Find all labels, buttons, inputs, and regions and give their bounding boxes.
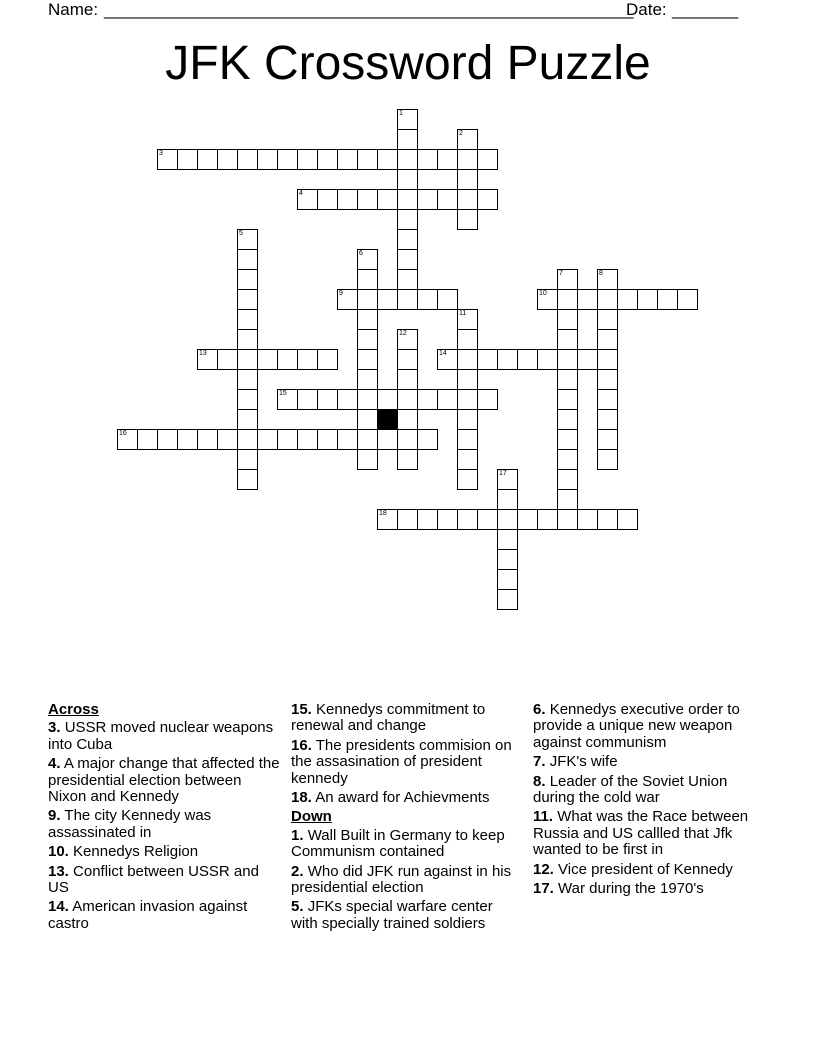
clue-number-label: 18 [379, 510, 387, 517]
grid-cell[interactable] [297, 149, 318, 170]
grid-cell[interactable] [357, 289, 378, 310]
clue-text: JFKs special warfare center with specially trained soldiers [291, 898, 493, 932]
grid-cell[interactable] [617, 289, 638, 310]
grid-cell[interactable] [397, 169, 418, 190]
down-clue [533, 774, 765, 807]
grid-cell[interactable] [457, 509, 478, 530]
grid-cell[interactable] [457, 469, 478, 490]
grid-cell[interactable] [457, 449, 478, 470]
grid-cell[interactable] [517, 509, 538, 530]
grid-cell[interactable] [237, 249, 258, 270]
clue-number-label: 13 [199, 350, 207, 357]
grid-cell[interactable] [477, 509, 498, 530]
grid-cell[interactable] [337, 429, 358, 450]
clue-number: 13. [48, 862, 69, 880]
grid-cell[interactable] [237, 309, 258, 330]
grid-cell[interactable] [357, 369, 378, 390]
grid-cell[interactable] [337, 189, 358, 210]
grid-cell[interactable] [497, 469, 518, 490]
grid-cell[interactable] [277, 349, 298, 370]
grid-cell[interactable] [357, 249, 378, 270]
grid-cell[interactable] [417, 429, 438, 450]
grid-cell[interactable] [577, 509, 598, 530]
clue-number: 14. [48, 898, 69, 916]
clue-text: The presidents commision on the assasination of president kennedy [291, 736, 512, 787]
clue-number-label: 10 [539, 290, 547, 297]
grid-cell[interactable] [337, 289, 358, 310]
name-line[interactable]: ________________________________________________________ [104, 0, 634, 19]
clue-column-2 [291, 702, 523, 935]
grid-cell[interactable] [317, 149, 338, 170]
clue-text: Kennedys commitment to renewal and change [291, 701, 486, 735]
grid-cell[interactable] [457, 429, 478, 450]
grid-cell[interactable] [257, 149, 278, 170]
grid-cell[interactable] [357, 269, 378, 290]
grid-cell[interactable] [377, 509, 398, 530]
grid-cell[interactable] [377, 289, 398, 310]
grid-cell[interactable] [537, 349, 558, 370]
across-clue [291, 790, 523, 806]
clue-text: Kennedys executive order to provide a unique new weapon against communism [533, 701, 740, 751]
clue-number-label: 9 [339, 290, 343, 297]
clue-number: 2. [291, 862, 304, 880]
clue-text: The city Kennedy was assassinated in [48, 807, 212, 841]
grid-cell[interactable] [377, 429, 398, 450]
clue-text: What was the Race between Russia and US callled that Jfk wanted to be first in [533, 808, 749, 859]
clue-number-label: 17 [499, 470, 507, 477]
grid-cell[interactable] [497, 529, 518, 550]
grid-cell[interactable] [237, 149, 258, 170]
grid-cell[interactable] [317, 429, 338, 450]
clue-number-label: 14 [439, 350, 447, 357]
clue-number-label: 7 [559, 270, 563, 277]
grid-cell[interactable] [557, 309, 578, 330]
down-clue [533, 702, 765, 751]
grid-cell[interactable] [597, 369, 618, 390]
grid-cell[interactable] [397, 289, 418, 310]
grid-cell[interactable] [597, 429, 618, 450]
clue-column-1 [48, 702, 280, 935]
grid-cell[interactable] [357, 449, 378, 470]
grid-cell[interactable] [337, 149, 358, 170]
clue-text: JFK's wife [549, 753, 618, 771]
across-clue [291, 738, 523, 787]
clue-number: 6. [533, 701, 546, 718]
grid-cell[interactable] [497, 589, 518, 610]
grid-cell[interactable] [357, 189, 378, 210]
grid-cell[interactable] [657, 289, 678, 310]
grid-cell[interactable] [557, 409, 578, 430]
grid-cell[interactable] [237, 429, 258, 450]
grid-cell[interactable] [437, 509, 458, 530]
grid-cell[interactable] [457, 129, 478, 150]
clue-number: 7. [533, 753, 546, 771]
grid-cell[interactable] [297, 389, 318, 410]
date-label: Date: [626, 0, 667, 19]
grid-cell[interactable] [537, 509, 558, 530]
clue-number-label: 8 [599, 270, 603, 277]
grid-cell[interactable] [277, 149, 298, 170]
clue-number: 8. [533, 772, 546, 790]
grid-cell[interactable] [257, 349, 278, 370]
clue-number-label: 16 [119, 430, 127, 437]
clue-number: 15. [291, 701, 312, 718]
across-clue [48, 808, 280, 841]
grid-cell[interactable] [437, 389, 458, 410]
grid-cell[interactable] [597, 349, 618, 370]
grid-cell[interactable] [237, 349, 258, 370]
grid-cell[interactable] [457, 349, 478, 370]
clue-text: Wall Built in Germany to keep Communism contained [291, 826, 505, 861]
grid-cell[interactable] [197, 149, 218, 170]
down-clue [291, 899, 523, 932]
grid-cell[interactable] [437, 189, 458, 210]
clue-number-label: 5 [239, 230, 243, 237]
clue-number: 4. [48, 755, 61, 773]
clue-text: American invasion against castro [48, 898, 248, 932]
clue-number: 1. [291, 826, 304, 844]
grid-cell[interactable] [157, 149, 178, 170]
grid-cell[interactable] [357, 389, 378, 410]
grid-cell[interactable] [397, 249, 418, 270]
grid-cell[interactable] [397, 409, 418, 430]
clue-number: 9. [48, 807, 61, 825]
grid-cell[interactable] [437, 289, 458, 310]
grid-cell[interactable] [457, 309, 478, 330]
clue-number: 18. [291, 789, 312, 807]
clue-number-label: 12 [399, 330, 407, 337]
grid-cell[interactable] [377, 149, 398, 170]
clue-number: 3. [48, 719, 61, 737]
grid-cell[interactable] [397, 429, 418, 450]
clue-number-label: 6 [359, 250, 363, 257]
clue-text: Vice president of Kennedy [558, 860, 733, 878]
grid-cell[interactable] [157, 429, 178, 450]
clue-number-label: 4 [299, 190, 303, 197]
grid-cell[interactable] [597, 329, 618, 350]
clue-number: 12. [533, 860, 554, 878]
grid-cell[interactable] [237, 389, 258, 410]
grid-cell[interactable] [357, 329, 378, 350]
grid-cell[interactable] [557, 369, 578, 390]
grid-cell[interactable] [317, 349, 338, 370]
grid-cell[interactable] [317, 189, 338, 210]
grid-cell[interactable] [437, 149, 458, 170]
grid-cell[interactable] [277, 429, 298, 450]
grid-cell[interactable] [357, 309, 378, 330]
grid-cell[interactable] [457, 369, 478, 390]
grid-cell[interactable] [597, 289, 618, 310]
grid-cell[interactable] [457, 169, 478, 190]
grid-cell[interactable] [457, 389, 478, 410]
clue-text: Who did JFK run against in his presidential election [291, 862, 512, 897]
clue-text: Conflict between USSR and US [48, 862, 259, 897]
across-clue [48, 844, 280, 860]
grid-cell[interactable] [497, 549, 518, 570]
grid-cell[interactable] [457, 209, 478, 230]
clue-number-label: 11 [459, 310, 467, 317]
grid-cell[interactable] [397, 369, 418, 390]
grid-cell[interactable] [357, 429, 378, 450]
clue-text: An award for Achievments [315, 789, 490, 807]
grid-cell[interactable] [337, 389, 358, 410]
clue-number-label: 3 [159, 150, 163, 157]
grid-cell[interactable] [537, 289, 558, 310]
grid-cell[interactable] [297, 189, 318, 210]
across-clue [48, 864, 280, 897]
down-clue [533, 754, 765, 770]
grid-cell[interactable] [617, 509, 638, 530]
grid-cell[interactable] [397, 189, 418, 210]
grid-cell[interactable] [557, 509, 578, 530]
grid-cell[interactable] [597, 509, 618, 530]
grid-cell[interactable] [437, 349, 458, 370]
grid-cell[interactable] [397, 269, 418, 290]
clue-text: A major change that affected the presidential election between Nixon and Kennedy [48, 755, 280, 806]
grid-cell[interactable] [297, 429, 318, 450]
grid-cell[interactable] [397, 389, 418, 410]
clue-text: War during the 1970's [558, 880, 704, 898]
grid-cell[interactable] [397, 449, 418, 470]
clue-text: Kennedys Religion [73, 843, 199, 861]
grid-cell[interactable] [417, 289, 438, 310]
grid-cell[interactable] [397, 149, 418, 170]
grid-cell[interactable] [477, 149, 498, 170]
grid-cell[interactable] [397, 349, 418, 370]
grid-cell[interactable] [677, 289, 698, 310]
grid-cell[interactable] [557, 489, 578, 510]
grid-cell[interactable] [277, 389, 298, 410]
clue-number-label: 1 [399, 110, 403, 117]
grid-cell[interactable] [557, 289, 578, 310]
grid-cell[interactable] [357, 349, 378, 370]
across-clue [48, 899, 280, 932]
grid-cell[interactable] [417, 149, 438, 170]
grid-cell[interactable] [357, 409, 378, 430]
down-clue [533, 862, 765, 878]
grid-cell[interactable] [237, 329, 258, 350]
grid-cell[interactable] [117, 429, 138, 450]
name-label: Name: [48, 0, 99, 19]
across-heading: Across [48, 701, 99, 718]
grid-cell[interactable] [577, 289, 598, 310]
grid-cell[interactable] [457, 189, 478, 210]
grid-cell[interactable] [237, 369, 258, 390]
grid-cell[interactable] [477, 389, 498, 410]
grid-cell[interactable] [377, 189, 398, 210]
grid-cell[interactable] [217, 149, 238, 170]
grid-cell[interactable] [457, 409, 478, 430]
date-line[interactable]: _______ [672, 0, 739, 19]
grid-cell[interactable] [597, 389, 618, 410]
down-clue [533, 881, 765, 897]
grid-cell[interactable] [257, 429, 278, 450]
grid-block-cell [377, 409, 398, 430]
grid-cell[interactable] [137, 429, 158, 450]
across-clue [48, 756, 280, 805]
grid-cell[interactable] [177, 429, 198, 450]
grid-cell[interactable] [597, 269, 618, 290]
grid-cell[interactable] [557, 349, 578, 370]
grid-cell[interactable] [397, 329, 418, 350]
clue-number: 5. [291, 898, 304, 916]
grid-cell[interactable] [397, 229, 418, 250]
grid-cell[interactable] [177, 149, 198, 170]
grid-cell[interactable] [497, 569, 518, 590]
grid-cell[interactable] [497, 509, 518, 530]
grid-cell[interactable] [417, 389, 438, 410]
grid-cell[interactable] [597, 309, 618, 330]
grid-cell[interactable] [517, 349, 538, 370]
down-clue [533, 809, 765, 858]
grid-cell[interactable] [357, 149, 378, 170]
grid-cell[interactable] [557, 429, 578, 450]
grid-cell[interactable] [197, 429, 218, 450]
down-clue [291, 828, 523, 861]
grid-cell[interactable] [557, 449, 578, 470]
clue-number: 16. [291, 736, 312, 754]
across-clue [48, 720, 280, 753]
clue-number-label: 2 [459, 130, 463, 137]
clue-number-label: 15 [279, 390, 287, 397]
grid-cell[interactable] [397, 129, 418, 150]
grid-cell[interactable] [237, 269, 258, 290]
grid-cell[interactable] [457, 329, 478, 350]
grid-cell[interactable] [637, 289, 658, 310]
grid-cell[interactable] [497, 489, 518, 510]
puzzle-title: JFK Crossword Puzzle [165, 37, 651, 90]
grid-cell[interactable] [477, 189, 498, 210]
grid-cell[interactable] [557, 469, 578, 490]
grid-cell[interactable] [217, 429, 238, 450]
grid-cell[interactable] [397, 509, 418, 530]
grid-cell[interactable] [317, 389, 338, 410]
clue-column-3 [533, 702, 765, 900]
grid-cell[interactable] [577, 349, 598, 370]
clue-text: Leader of the Soviet Union during the cold war [533, 772, 728, 807]
grid-cell[interactable] [237, 409, 258, 430]
down-clue [291, 864, 523, 897]
grid-cell[interactable] [497, 349, 518, 370]
grid-cell[interactable] [557, 329, 578, 350]
grid-cell[interactable] [237, 469, 258, 490]
clue-text: USSR moved nuclear weapons into Cuba [48, 719, 274, 753]
grid-cell[interactable] [597, 449, 618, 470]
grid-cell[interactable] [457, 149, 478, 170]
grid-cell[interactable] [237, 289, 258, 310]
grid-cell[interactable] [397, 109, 418, 130]
grid-cell[interactable] [237, 449, 258, 470]
grid-cell[interactable] [397, 209, 418, 230]
grid-cell[interactable] [237, 229, 258, 250]
grid-cell[interactable] [197, 349, 218, 370]
clue-number: 11. [533, 808, 554, 826]
grid-cell[interactable] [417, 189, 438, 210]
clue-number: 17. [533, 880, 554, 898]
grid-cell[interactable] [557, 269, 578, 290]
across-clue [291, 702, 523, 735]
grid-cell[interactable] [377, 389, 398, 410]
grid-cell[interactable] [557, 389, 578, 410]
grid-cell[interactable] [597, 409, 618, 430]
grid-cell[interactable] [297, 349, 318, 370]
clue-number: 10. [48, 843, 69, 861]
grid-cell[interactable] [417, 509, 438, 530]
grid-cell[interactable] [217, 349, 238, 370]
grid-cell[interactable] [477, 349, 498, 370]
down-heading: Down [291, 808, 332, 826]
